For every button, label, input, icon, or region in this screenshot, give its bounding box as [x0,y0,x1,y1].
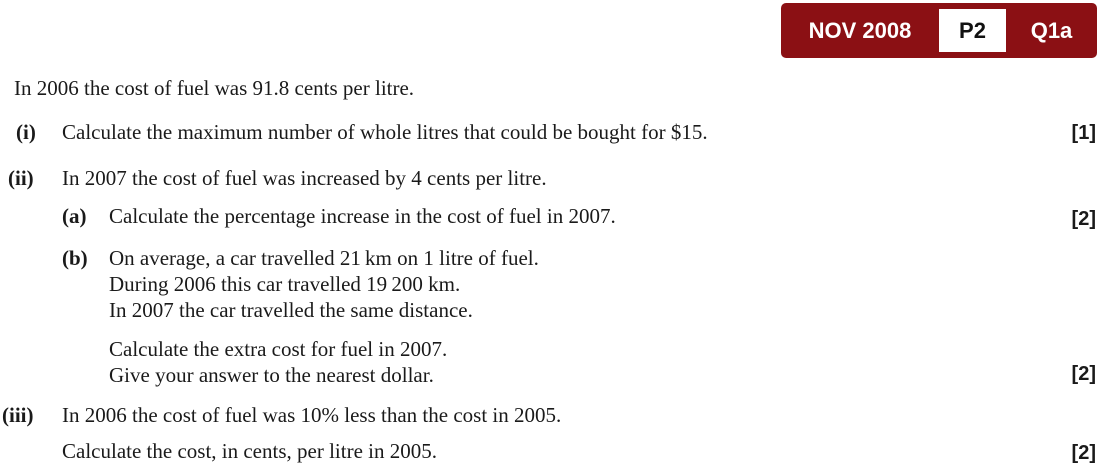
part-ii-b-instruction: Give your answer to the nearest dollar. [109,363,434,387]
part-ii-a-label: (a) [62,204,87,228]
part-ii-b-label: (b) [62,246,88,270]
part-ii-a-marks: [2] [1071,208,1096,230]
part-i-label: (i) [16,120,36,144]
part-ii-b-instruction: Calculate the extra cost for fuel in 2007. [109,337,448,361]
part-iii-label: (iii) [2,403,34,427]
part-ii-b-line: During 2006 this car travelled 19 200 km. [109,272,461,296]
part-iii-marks: [2] [1071,442,1096,464]
part-iii-text: In 2006 the cost of fuel was 10% less than the cost in 2005. [62,403,562,427]
part-ii-b-line: In 2007 the car travelled the same distance. [109,298,473,322]
exam-reference-badge [781,3,1097,58]
question-intro: In 2006 the cost of fuel was 91.8 cents per litre. [14,76,415,100]
part-ii-a-text: Calculate the percentage increase in the cost of fuel in 2007. [109,204,616,228]
part-iii-instruction: Calculate the cost, in cents, per litre in 2005. [62,439,437,463]
paper-number-label: P2 [939,9,1006,52]
part-ii-text: In 2007 the cost of fuel was increased by 4 cents per litre. [62,166,547,190]
part-ii-b-line: On average, a car travelled 21 km on 1 litre of fuel. [109,246,539,270]
part-ii-label: (ii) [8,166,34,190]
part-ii-b-marks: [2] [1071,363,1096,385]
exam-date-label: NOV 2008 [808,18,912,43]
question-number-label: Q1a [1030,18,1073,43]
part-i-text: Calculate the maximum number of whole litres that could be bought for $15. [62,120,708,144]
part-i-marks: [1] [1071,122,1096,144]
